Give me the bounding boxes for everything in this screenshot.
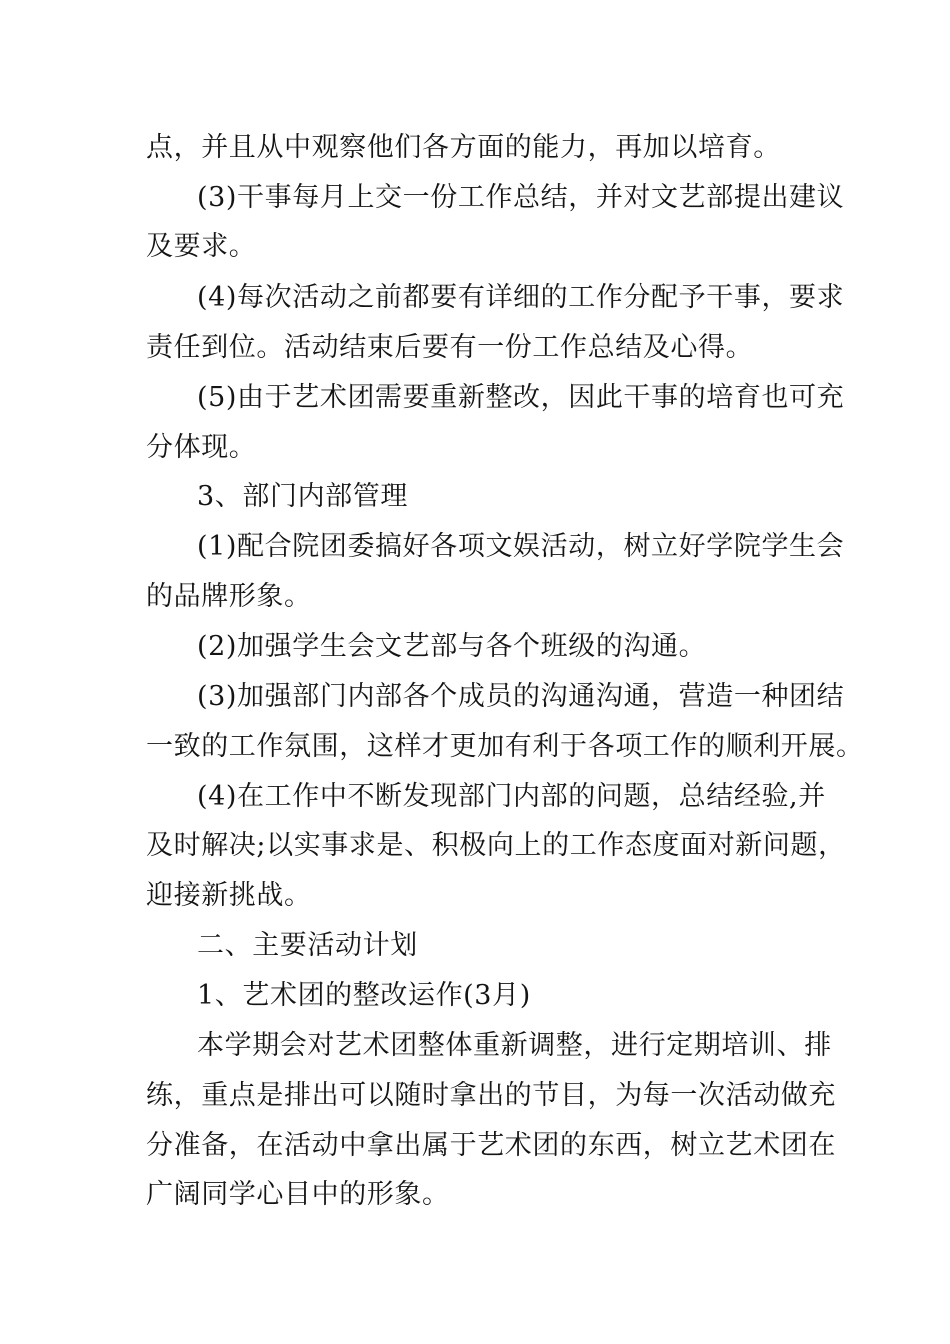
section-heading: 3、部门内部管理 bbox=[197, 481, 408, 512]
text-line: 点，并且从中观察他们各方面的能力，再加以培育。 bbox=[146, 132, 781, 163]
text-line: (3)加强部门内部各个成员的沟通沟通，营造一种团结 bbox=[197, 681, 845, 712]
text-line: 本学期会对艺术团整体重新调整，进行定期培训、排 bbox=[197, 1030, 832, 1061]
text-line: 及时解决;以实事求是、积极向上的工作态度面对新问题， bbox=[146, 830, 846, 861]
text-line: 广阔同学心目中的形象。 bbox=[146, 1179, 450, 1210]
text-line: (3)干事每月上交一份工作总结，并对文艺部提出建议 bbox=[197, 182, 845, 213]
subsection-heading: 1、艺术团的整改运作(3月) bbox=[197, 980, 531, 1011]
text-line: (5)由于艺术团需要重新整改，因此干事的培育也可充 bbox=[197, 382, 845, 413]
text-line: 练，重点是排出可以随时拿出的节目，为每一次活动做充 bbox=[146, 1080, 836, 1111]
text-line: 及要求。 bbox=[146, 231, 257, 262]
text-line: (4)在工作中不断发现部门内部的问题，总结经验,并 bbox=[197, 781, 826, 812]
text-line: 责任到位。活动结束后要有一份工作总结及心得。 bbox=[146, 332, 754, 363]
text-line: 分准备，在活动中拿出属于艺术团的东西，树立艺术团在 bbox=[146, 1130, 836, 1161]
text-line: 迎接新挑战。 bbox=[146, 880, 312, 911]
section-heading: 二、主要活动计划 bbox=[197, 930, 418, 961]
text-line: 一致的工作氛围，这样才更加有利于各项工作的顺利开展。 bbox=[146, 731, 864, 762]
text-line: (1)配合院团委搞好各项文娱活动，树立好学院学生会 bbox=[197, 531, 845, 562]
text-line: (4)每次活动之前都要有详细的工作分配予干事，要求 bbox=[197, 282, 845, 313]
text-line: 的品牌形象。 bbox=[146, 581, 312, 612]
text-line: (2)加强学生会文艺部与各个班级的沟通。 bbox=[197, 631, 707, 662]
text-line: 分体现。 bbox=[146, 432, 257, 463]
